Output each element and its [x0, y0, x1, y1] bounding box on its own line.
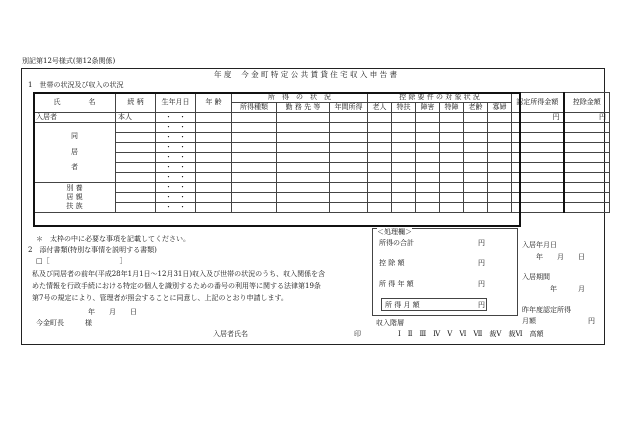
header-deduction: 控 除 要 件 の 対 象 状 況 — [368, 93, 512, 103]
income-tier-list: Ⅰ Ⅱ Ⅲ Ⅳ Ⅴ Ⅵ Ⅶ 裁Ⅴ 裁Ⅵ 高額 — [398, 330, 544, 338]
application-date: 年 月 日 — [88, 308, 137, 316]
move-in-date-label: 入居年月日 — [522, 241, 557, 249]
prev-year-income-label: 昨年度認定所得 — [522, 306, 571, 314]
cohabit-label — [34, 123, 116, 183]
consent-line-3: 第7号の規定により、管理者が照会することに同意し、上記のとおり申請します。 — [32, 294, 288, 302]
table-row — [34, 123, 610, 133]
header-certified-income: 認定所得金額 — [512, 93, 564, 113]
household-table — [33, 92, 610, 213]
header-deduction-amount: 控除金額 — [564, 93, 610, 113]
table-row — [34, 193, 610, 203]
header-name: 氏 名 — [34, 93, 116, 113]
header-special-disabled: 特障 — [440, 103, 464, 113]
header-income-type: 所得種類 — [232, 103, 277, 113]
table-row — [34, 163, 610, 173]
dob-dots: ・ ・ — [156, 123, 196, 133]
cohabit-char-1: 同 — [71, 132, 78, 141]
total-income-label: 所得の合計 — [379, 239, 414, 247]
table-row — [34, 133, 610, 143]
cohabit-char-3: 者 — [71, 163, 78, 172]
cohabit-char-2: 居 — [71, 147, 78, 156]
yen-unit: 円 — [478, 239, 485, 247]
section1-heading: 1 世帯の状況及び収入の状況 — [28, 81, 124, 89]
table-row — [34, 153, 610, 163]
header-age: 年 齢 — [196, 93, 232, 113]
form-title: 年 度 今 金 町 特 定 公 共 賃 貸 住 宅 収 入 申 告 書 — [214, 70, 398, 79]
table-row — [34, 203, 610, 213]
section2-heading: 2 添付書類(特別な事情を説明する書類) — [28, 246, 157, 254]
attachment-checkbox[interactable]: □［ ］ — [36, 257, 127, 265]
header-widow: 寡婦 — [488, 103, 512, 113]
processing-title: ＜処理欄＞ — [377, 228, 412, 236]
header-disabled: 障害 — [416, 103, 440, 113]
seal-mark: 印 — [354, 330, 361, 338]
header-dob: 生年月日 — [156, 93, 196, 113]
header-annual-income: 年間所得 — [330, 103, 368, 113]
header-income-status: 所 得 の 状 況 — [232, 93, 368, 103]
table-row — [34, 113, 610, 123]
monthly-income-label: 所 得 月 額 — [385, 301, 420, 309]
separate-label — [34, 183, 116, 213]
annual-income-label: 所 得 年 額 — [379, 280, 414, 288]
header-special: 特扶 — [392, 103, 416, 113]
separate-line-1: 別 養 — [66, 184, 83, 193]
applicant-name-label: 入居者氏名 — [213, 330, 248, 338]
dob-dots: ・ ・ — [156, 183, 196, 193]
header-elderly: 老人 — [368, 103, 392, 113]
consent-line-1: 私及び同居者の前年(平成28年1月1日〜12月31日)収入及び世帯の状況のうち、収入関係を含 — [32, 270, 326, 278]
separate-line-2: 居 親 — [66, 193, 83, 202]
dob-dots: ・ ・ — [156, 173, 196, 183]
header-relation: 続 柄 — [116, 93, 156, 113]
income-tier-label: 収入階層 — [376, 319, 404, 327]
yen-unit: 円 — [478, 280, 485, 288]
dob-dots: ・ ・ — [156, 163, 196, 173]
deduction-label: 控 除 額 — [379, 259, 405, 267]
mayor-address: 今金町長 様 — [36, 319, 92, 327]
tenancy-panel — [516, 228, 602, 342]
yen-unit: 円 — [512, 113, 564, 123]
self-label: 本人 — [116, 113, 156, 123]
dob-dots: ・ ・ — [156, 153, 196, 163]
tenancy-period-value: 年 月 — [550, 285, 585, 293]
table-row — [34, 183, 610, 193]
tenant-label: 入居者 — [34, 113, 116, 123]
dob-dots: ・ ・ — [156, 193, 196, 203]
table-row — [34, 173, 610, 183]
prev-year-monthly-label: 月額 — [522, 317, 536, 325]
processing-box — [372, 228, 518, 316]
separate-line-3: 扶 族 — [66, 201, 83, 210]
dob-dots: ・ ・ — [156, 143, 196, 153]
tenancy-period-label: 入居期間 — [522, 273, 550, 281]
yen-unit: 円 — [588, 317, 595, 325]
dob-dots: ・ ・ — [156, 133, 196, 143]
note-star: ＊ 太枠の中に必要な事項を記載してください。 — [36, 235, 190, 243]
table-row — [34, 143, 610, 153]
header-workplace: 勤 務 先 等 — [277, 103, 330, 113]
form-id: 別記第12号様式(第12条関係) — [22, 57, 116, 65]
yen-unit: 円 — [478, 301, 485, 309]
yen-unit: 円 — [564, 113, 610, 123]
header-old-age: 老齢 — [464, 103, 488, 113]
yen-unit: 円 — [478, 259, 485, 267]
consent-line-2: めた情報を行政手続における特定の個人を識別するための番号の利用等に関する法律第19条 — [32, 282, 321, 290]
dob-dots: ・ ・ — [156, 113, 196, 123]
dob-dots: ・ ・ — [156, 203, 196, 213]
move-in-date-value: 年 月 日 — [536, 253, 585, 261]
